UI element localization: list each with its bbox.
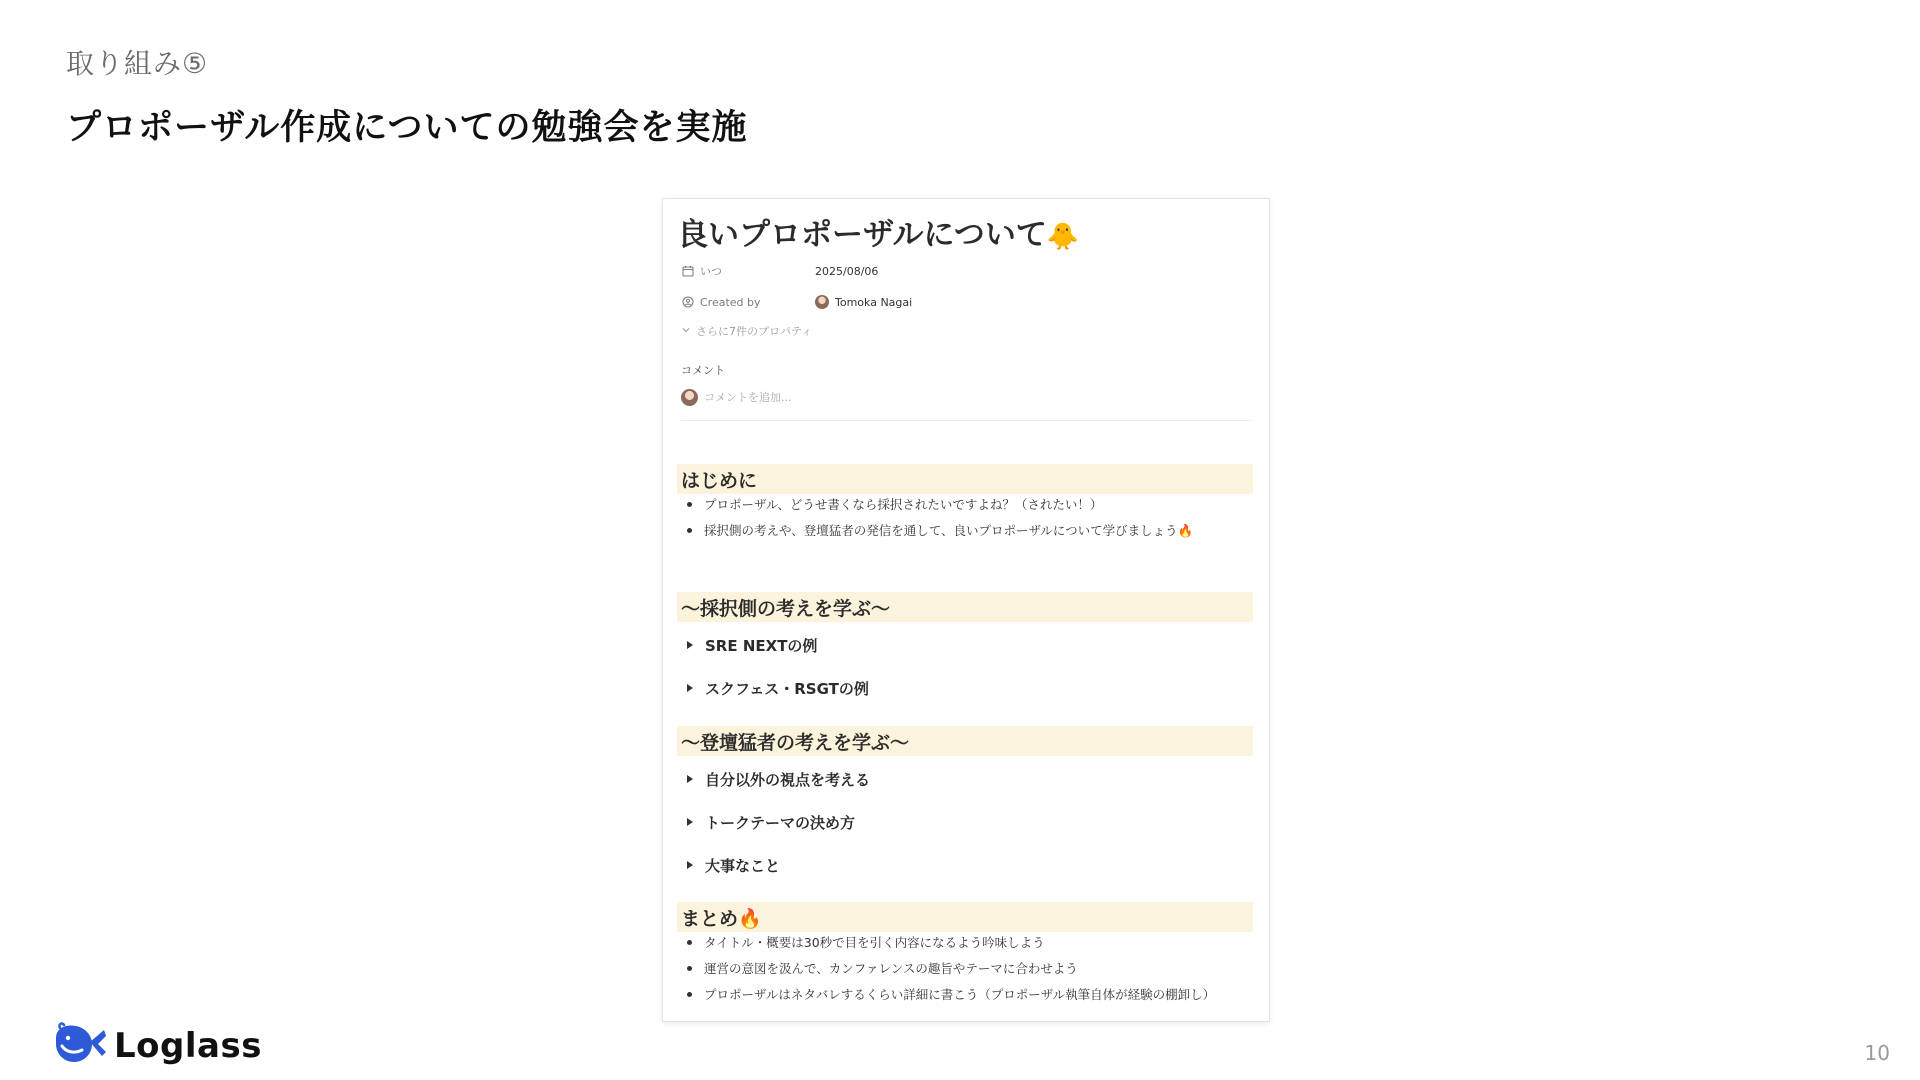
property-created-by-value[interactable] <box>815 292 912 312</box>
comment-placeholder: コメントを追加... <box>704 391 792 404</box>
chevron-down-icon <box>681 325 691 338</box>
divider <box>681 420 1253 421</box>
toggle-block[interactable]: スクフェス・RSGTの例 <box>687 677 869 699</box>
doc-title-text: 良いプロポーザルについて <box>677 217 1047 253</box>
user-name: Tomoka Nagai <box>835 295 913 309</box>
property-name: Created by <box>700 295 761 309</box>
list-item: 運営の意図を汲んで、カンファレンスの趣旨やテーマに合わせよう <box>687 958 1078 978</box>
logo-text: Loglass <box>114 1026 262 1066</box>
list-item: 採択側の考えや、登壇猛者の発信を通して、良いプロポーザルについて学びましょう🔥 <box>687 520 1193 540</box>
person-circle-icon <box>681 295 695 309</box>
section-heading: 〜採択側の考えを学ぶ〜 <box>677 592 1253 622</box>
comment-input[interactable] <box>681 387 792 407</box>
section-heading: まとめ🔥 <box>677 902 1253 932</box>
avatar <box>681 389 698 406</box>
doc-title <box>677 209 1079 254</box>
list-item: タイトル・概要は30秒で目を引く内容になるよう吟味しよう <box>687 932 1045 952</box>
comment-label: コメント <box>681 364 725 377</box>
avatar <box>815 295 829 309</box>
more-properties-label: さらに7件のプロパティ <box>696 325 813 338</box>
toggle-triangle-icon <box>687 641 693 649</box>
toggle-block[interactable]: 自分以外の視点を考える <box>687 768 870 790</box>
list-item: プロポーザル、どうせ書くなら採択されたいですよね？（されたい！） <box>687 494 1102 514</box>
loglass-logo <box>52 1022 262 1070</box>
section-heading: はじめに <box>677 464 1253 494</box>
property-name: いつ <box>700 265 722 278</box>
property-date-value[interactable]: 2025/08/06 <box>815 264 879 278</box>
toggle-triangle-icon <box>687 861 693 869</box>
toggle-triangle-icon <box>687 775 693 783</box>
toggle-block[interactable]: トークテーマの決め方 <box>687 811 855 833</box>
more-properties-toggle[interactable] <box>681 323 812 339</box>
toggle-triangle-icon <box>687 818 693 826</box>
whale-icon <box>52 1022 108 1070</box>
toggle-block[interactable]: 大事なこと <box>687 854 780 876</box>
property-date-label <box>681 261 722 281</box>
property-created-by-label <box>681 292 761 312</box>
list-item: プロポーザルはネタバレするくらい詳細に書こう（プロポーザル執筆自体が経験の棚卸し） <box>687 984 1215 1004</box>
toggle-triangle-icon <box>687 684 693 692</box>
slide-title: プロポーザル作成についての勉強会を実施 <box>66 108 748 148</box>
chick-icon: 🐥 <box>1046 222 1080 252</box>
notion-page-screenshot <box>663 199 1269 1021</box>
slide-label: 取り組み⑤ <box>66 47 209 80</box>
section-heading: 〜登壇猛者の考えを学ぶ〜 <box>677 726 1253 756</box>
page-number: 10 <box>1864 1041 1890 1065</box>
toggle-block[interactable]: SRE NEXTの例 <box>687 634 817 656</box>
calendar-icon <box>681 264 695 278</box>
